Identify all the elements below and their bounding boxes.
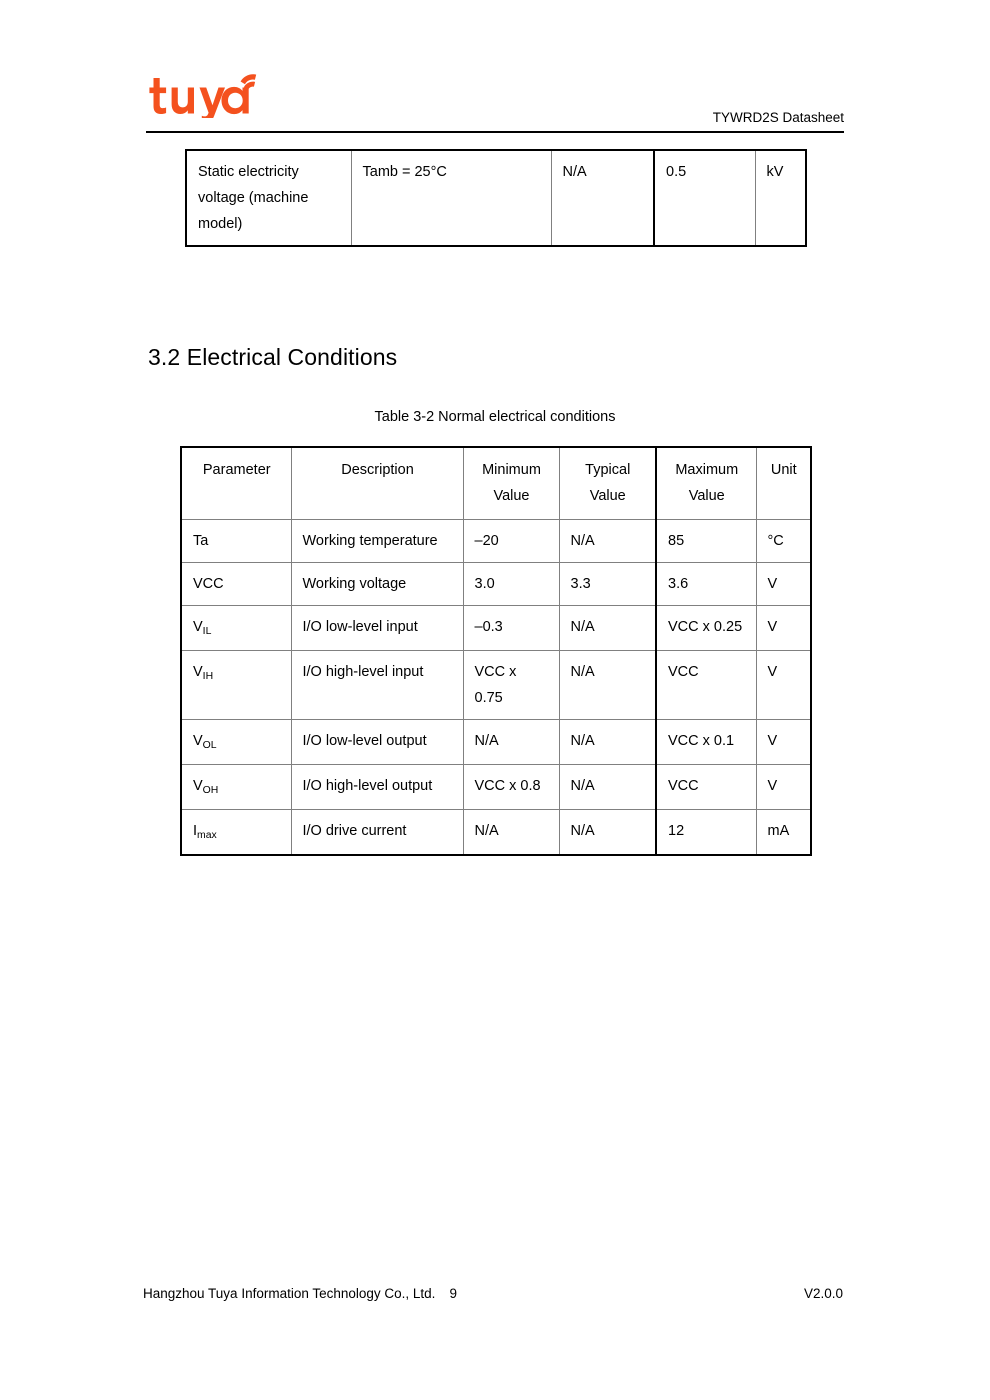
- cell-typical: N/A: [559, 810, 656, 856]
- cell-description: I/O high-level input: [291, 651, 463, 720]
- electrical-conditions-table: [180, 446, 812, 856]
- cell-minimum: VCC x 0.8: [463, 765, 559, 810]
- header-divider-rule: [146, 131, 844, 133]
- footer-page-number: 9: [449, 1286, 457, 1301]
- header-unit: Unit: [756, 447, 811, 520]
- footer-version: V2.0.0: [803, 1286, 843, 1301]
- esd-unit-cell: kV: [755, 150, 806, 246]
- cell-typical: N/A: [559, 765, 656, 810]
- header-minimum-line1: Minimum: [482, 462, 541, 478]
- cell-parameter: [181, 720, 291, 765]
- esd-minimum-cell: N/A: [551, 150, 654, 246]
- cell-maximum: 85: [656, 520, 756, 563]
- header-maximum-value: [656, 447, 756, 520]
- footer-company-name: Hangzhou Tuya Information Technology Co., Ltd.: [143, 1286, 436, 1301]
- cell-description: I/O low-level output: [291, 720, 463, 765]
- cell-typical: N/A: [559, 651, 656, 720]
- parameter-base: V: [193, 664, 203, 680]
- cell-typical: N/A: [559, 720, 656, 765]
- parameter-base: Ta: [193, 533, 209, 549]
- cell-maximum: 12: [656, 810, 756, 856]
- cell-description: I/O low-level input: [291, 606, 463, 651]
- parameter-base: V: [193, 733, 203, 749]
- parameter-subscript: IH: [202, 670, 214, 682]
- page-header: [146, 62, 844, 132]
- header-typical-line2: Value: [589, 488, 626, 504]
- esd-parameter-cell: Static electricity voltage (machine model): [186, 150, 351, 246]
- tuya-logo: [146, 72, 266, 118]
- header-parameter: Parameter: [181, 447, 291, 520]
- esd-maximum-cell: 0.5: [654, 150, 755, 246]
- cell-unit: V: [756, 651, 811, 720]
- esd-description-cell: Tamb = 25°C: [351, 150, 551, 246]
- cell-parameter: [181, 810, 291, 856]
- cell-maximum: VCC x 0.25: [656, 606, 756, 651]
- page-footer: [143, 1284, 843, 1304]
- cell-typical: N/A: [559, 606, 656, 651]
- table-header-row: [181, 447, 811, 520]
- table-row: [181, 606, 811, 651]
- cell-unit: °C: [756, 520, 811, 563]
- cell-parameter: [181, 765, 291, 810]
- header-description: Description: [291, 447, 463, 520]
- table-row: [181, 765, 811, 810]
- parameter-base: I: [193, 823, 198, 839]
- cell-typical: N/A: [559, 520, 656, 563]
- cell-minimum: 3.0: [463, 563, 559, 606]
- section-heading-electrical-conditions: 3.2 Electrical Conditions: [148, 344, 398, 370]
- header-typical-value: [559, 447, 656, 520]
- parameter-subscript: OH: [202, 784, 219, 796]
- cell-minimum: –20: [463, 520, 559, 563]
- table-row: [181, 720, 811, 765]
- cell-maximum: VCC x 0.1: [656, 720, 756, 765]
- parameter-base: V: [193, 619, 203, 635]
- cell-description: Working voltage: [291, 563, 463, 606]
- cell-minimum: N/A: [463, 720, 559, 765]
- parameter-subscript: OL: [202, 739, 217, 751]
- cell-description: I/O drive current: [291, 810, 463, 856]
- cell-minimum: –0.3: [463, 606, 559, 651]
- cell-unit: V: [756, 563, 811, 606]
- cell-minimum: N/A: [463, 810, 559, 856]
- cell-parameter: [181, 520, 291, 563]
- table-row: [186, 150, 806, 246]
- header-document-title: TYWRD2S Datasheet: [712, 110, 844, 125]
- cell-unit: mA: [756, 810, 811, 856]
- cell-minimum: VCC x 0.75: [463, 651, 559, 720]
- header-typical-line1: Typical: [585, 462, 631, 478]
- cell-maximum: VCC: [656, 765, 756, 810]
- parameter-subscript: IL: [202, 625, 212, 637]
- table-row: [181, 810, 811, 856]
- table-row: [181, 563, 811, 606]
- header-minimum-value: [463, 447, 559, 520]
- cell-maximum: VCC: [656, 651, 756, 720]
- cell-parameter: [181, 606, 291, 651]
- cell-description: Working temperature: [291, 520, 463, 563]
- cell-unit: V: [756, 606, 811, 651]
- cell-maximum: 3.6: [656, 563, 756, 606]
- table-row: [181, 651, 811, 720]
- cell-typical: 3.3: [559, 563, 656, 606]
- parameter-base: VCC: [193, 576, 224, 592]
- electrical-table-body: [181, 520, 811, 856]
- cell-unit: V: [756, 720, 811, 765]
- parameter-subscript: max: [197, 829, 217, 841]
- table-caption: Table 3-2 Normal electrical conditions: [374, 409, 616, 425]
- esd-table: [185, 149, 807, 247]
- table-row: [181, 520, 811, 563]
- footer-company-block: [143, 1284, 457, 1304]
- parameter-base: V: [193, 778, 203, 794]
- cell-parameter: [181, 563, 291, 606]
- cell-unit: V: [756, 765, 811, 810]
- header-minimum-line2: Value: [493, 488, 530, 504]
- cell-parameter: [181, 651, 291, 720]
- header-maximum-line2: Value: [688, 488, 725, 504]
- cell-description: I/O high-level output: [291, 765, 463, 810]
- header-maximum-line1: Maximum: [675, 462, 739, 478]
